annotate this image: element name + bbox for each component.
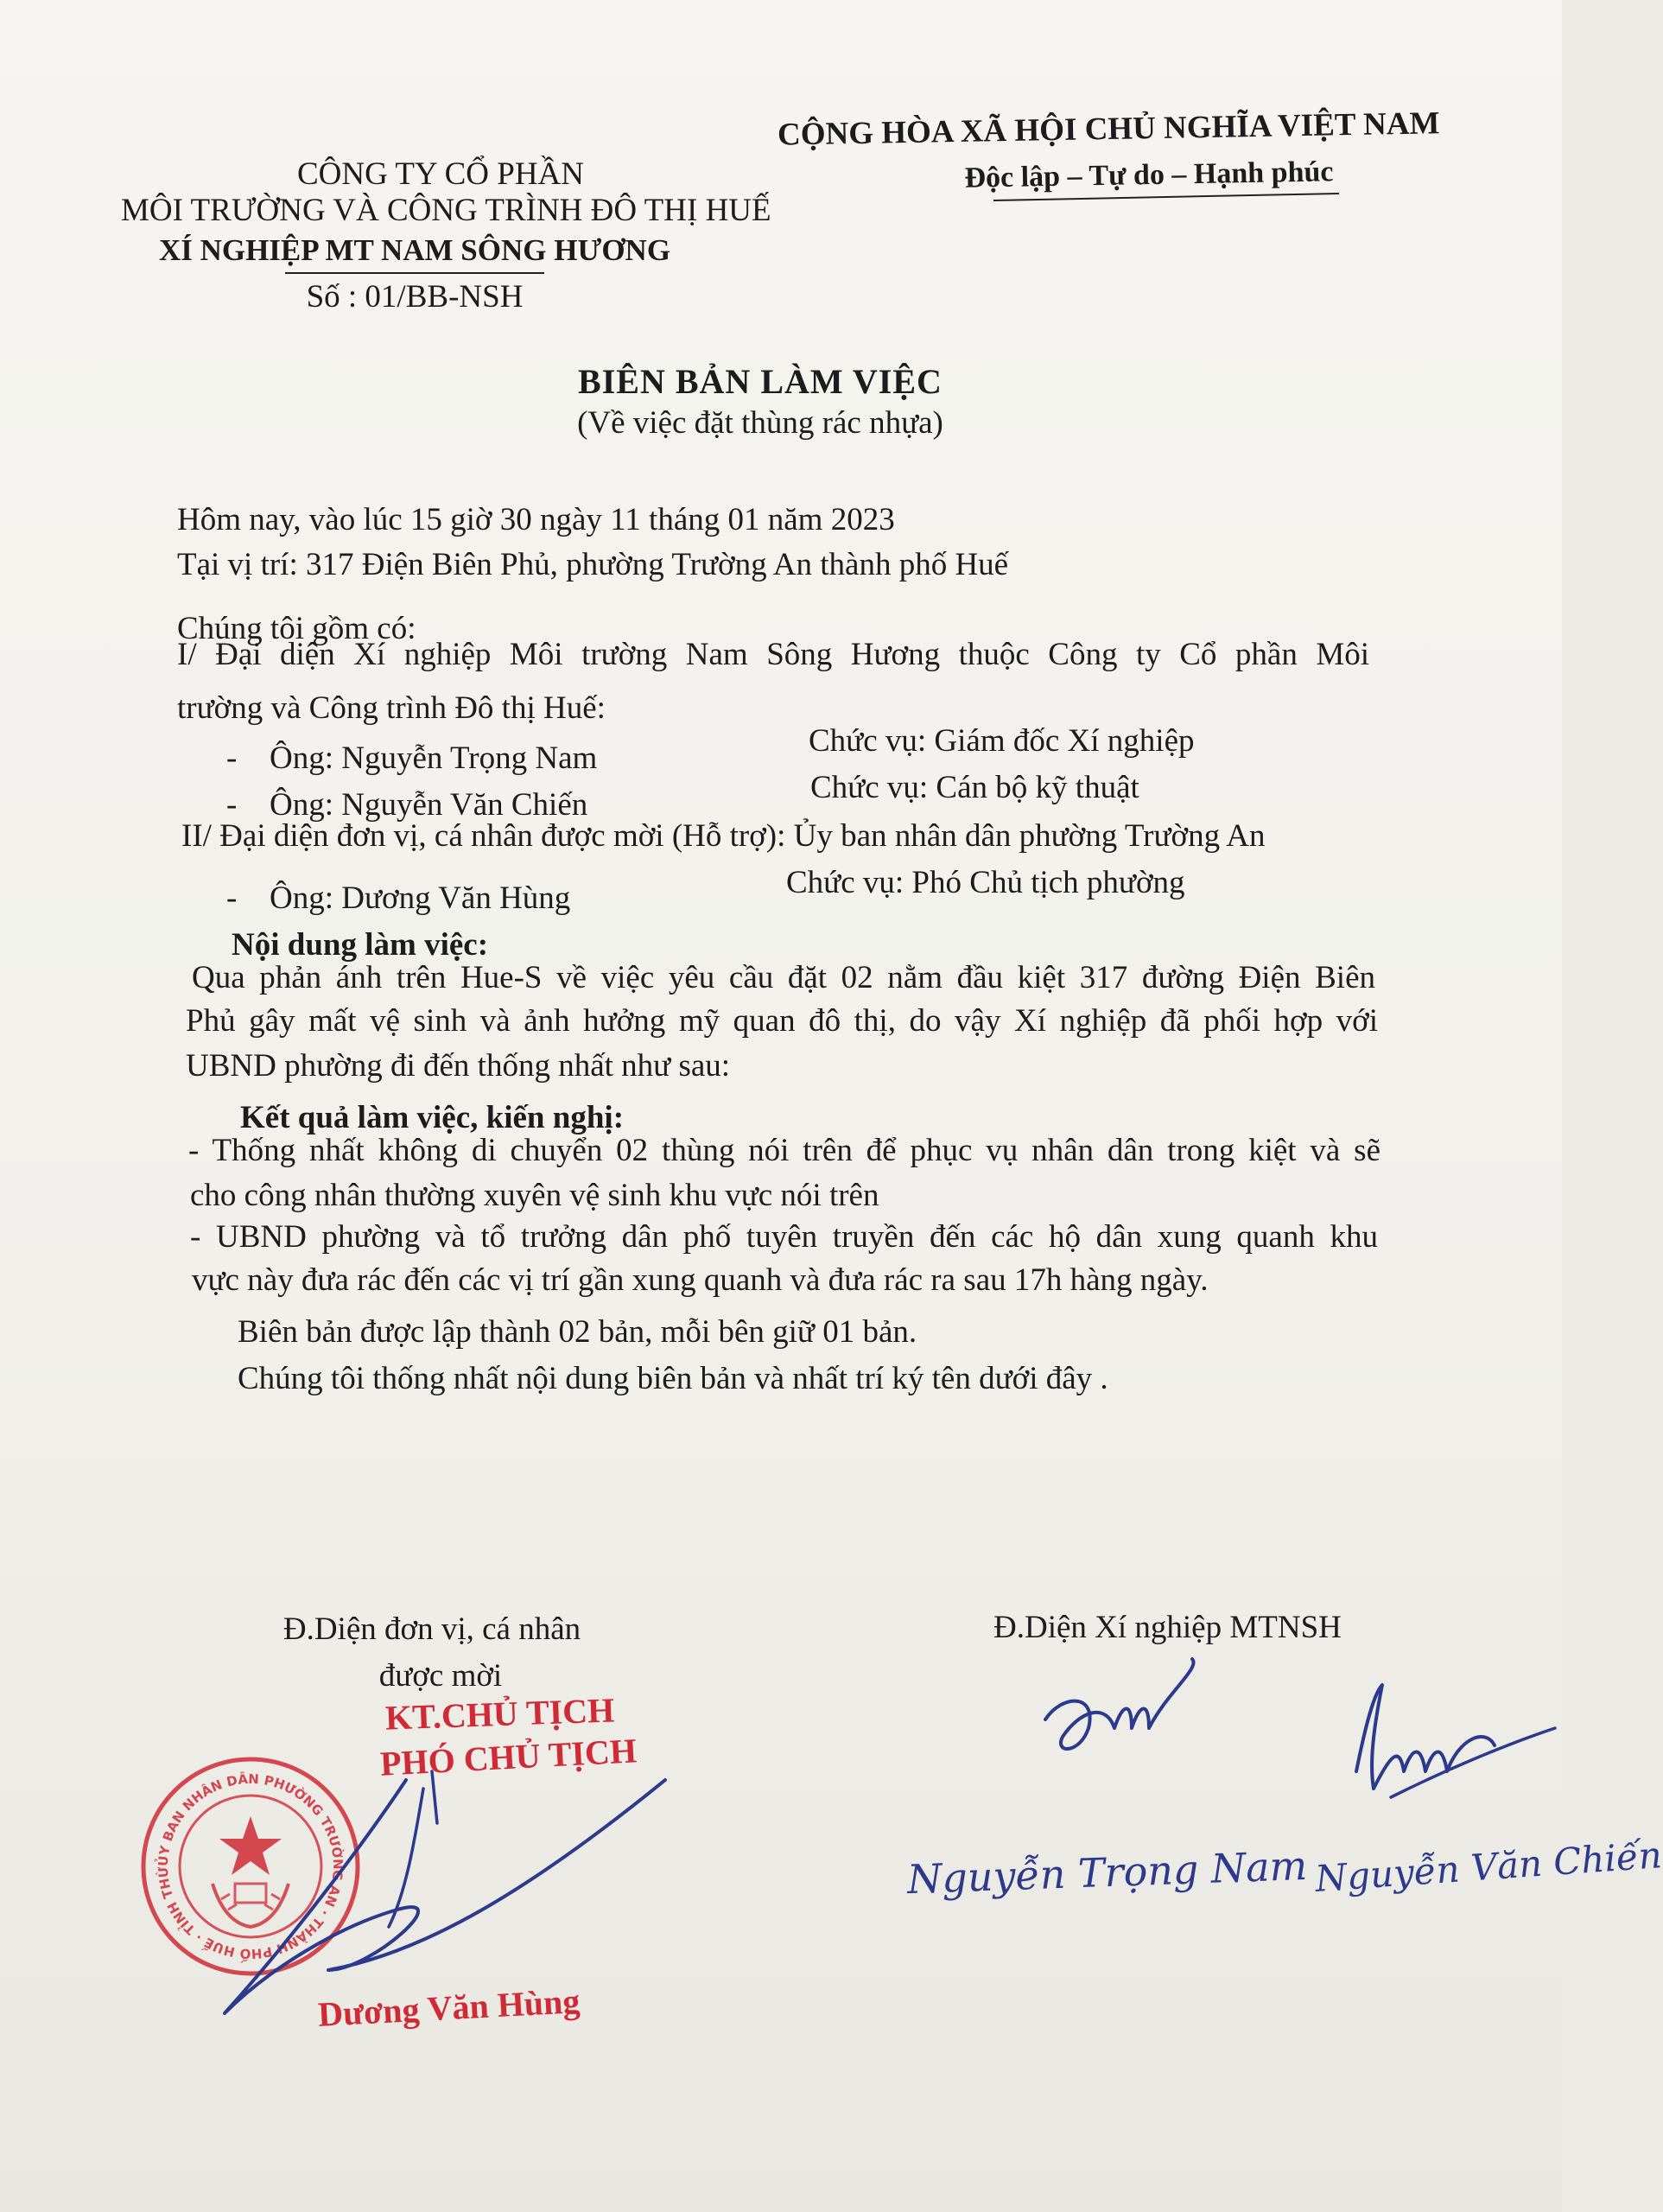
closing-line-1: Biên bản được lập thành 02 bản, mỗi bên giữ 01 bản.	[238, 1314, 917, 1350]
svg-text:ỦY BAN NHÂN DÂN PHƯỜNG TRƯỜNG: ỦY BAN NHÂN DÂN PHƯỜNG TRƯỜNG AN · THÀNH PHỐ HUẾ · TỈNH THỪA THIÊN HUẾ	[132, 1742, 346, 1962]
member-name: Ông: Nguyễn Trọng Nam	[270, 741, 598, 776]
left-signer-title-cont: được mời	[378, 1658, 503, 1694]
result-line-4: vực này đưa rác đến các vị trí gần xung quanh và đưa rác ra sau 17h hàng ngày.	[192, 1262, 1209, 1298]
content-line-1: Qua phản ánh trên Hue-S về việc yêu cầu đặt 02 nằm đầu kiệt 317 đường Điện Biên	[192, 960, 1375, 995]
member-role: Chức vụ: Phó Chủ tịch phường	[786, 865, 1185, 900]
left-signer-name: Dương Văn Hùng	[317, 1981, 581, 2034]
section1-heading: I/ Đại diện Xí nghiệp Môi trường Nam Sông Hương thuộc Công ty Cổ phần Môi	[177, 637, 1369, 672]
content-heading: Nội dung làm việc:	[232, 927, 489, 963]
signature-chien	[1339, 1676, 1562, 1815]
section2-heading: II/ Đại diện đơn vị, cá nhân được mời (Hỗ trợ): Ủy ban nhân dân phường Trường An	[181, 818, 1266, 854]
right-signer-name-1: Nguyễn Trọng Nam	[906, 1841, 1309, 1904]
bullet: -	[226, 787, 238, 823]
member-name: Ông: Dương Văn Hùng	[270, 880, 571, 916]
meeting-location: Tại vị trí: 317 Điện Biên Phủ, phường Trường An thành phố Huế	[177, 547, 1009, 582]
national-motto: Độc lập – Tự do – Hạnh phúc	[964, 156, 1334, 194]
document-number: Số : 01/BB-NSH	[306, 279, 524, 315]
bullet: -	[226, 880, 238, 916]
national-title: CỘNG HÒA XÃ HỘI CHỦ NGHĨA VIỆT NAM	[777, 105, 1440, 153]
company-fullname: MÔI TRƯỜNG VÀ CÔNG TRÌNH ĐÔ THỊ HUẾ	[121, 193, 771, 228]
company-name: CÔNG TY CỔ PHẦN	[296, 156, 584, 192]
section1-heading-cont: trường và Công trình Đô thị Huế:	[177, 690, 606, 726]
result-line-1: - Thống nhất không di chuyển 02 thùng nói trên để phục vụ nhân dân trong kiệt và sẽ	[188, 1133, 1381, 1168]
meeting-time: Hôm nay, vào lúc 15 giờ 30 ngày 11 tháng 01 năm 2023	[177, 502, 895, 537]
document-subtitle: (Về việc đặt thùng rác nhựa)	[577, 405, 943, 441]
enterprise-name: XÍ NGHIỆP MT NAM SÔNG HƯƠNG	[158, 233, 671, 267]
right-signer-title: Đ.Diện Xí nghiệp MTNSH	[993, 1610, 1342, 1645]
content-line-3: UBND phường đi đến thống nhất như sau:	[186, 1048, 731, 1084]
stamp-subtitle: PHÓ CHỦ TỊCH	[379, 1731, 638, 1783]
member-role: Chức vụ: Giám đốc Xí nghiệp	[809, 723, 1195, 759]
participants-intro: Chúng tôi gồm có:	[177, 611, 416, 646]
result-line-2: cho công nhân thường xuyên vệ sinh khu vực nói trên	[190, 1178, 879, 1213]
bullet: -	[226, 741, 238, 776]
left-signer-title: Đ.Diện đơn vị, cá nhân	[282, 1611, 581, 1647]
signature-nam	[1028, 1642, 1218, 1771]
result-heading: Kết quả làm việc, kiến nghị:	[240, 1100, 625, 1135]
stamp-title: KT.CHỦ TỊCH	[384, 1690, 615, 1738]
content-line-2: Phủ gây mất vệ sinh và ảnh hưởng mỹ quan đô thị, do vậy Xí nghiệp đã phối hợp với	[186, 1003, 1378, 1039]
right-signer-name-2: Nguyễn Văn Chiến	[1313, 1834, 1663, 1900]
closing-line-2: Chúng tôi thống nhất nội dung biên bản và nhất trí ký tên dưới đây .	[238, 1361, 1108, 1396]
result-line-3: - UBND phường và tổ trưởng dân phố tuyên truyền đến các hộ dân xung quanh khu	[190, 1219, 1378, 1255]
member-role: Chức vụ: Cán bộ kỹ thuật	[810, 770, 1139, 805]
document-title: BIÊN BẢN LÀM VIỆC	[578, 362, 943, 401]
member-name: Ông: Nguyễn Văn Chiến	[270, 787, 588, 823]
